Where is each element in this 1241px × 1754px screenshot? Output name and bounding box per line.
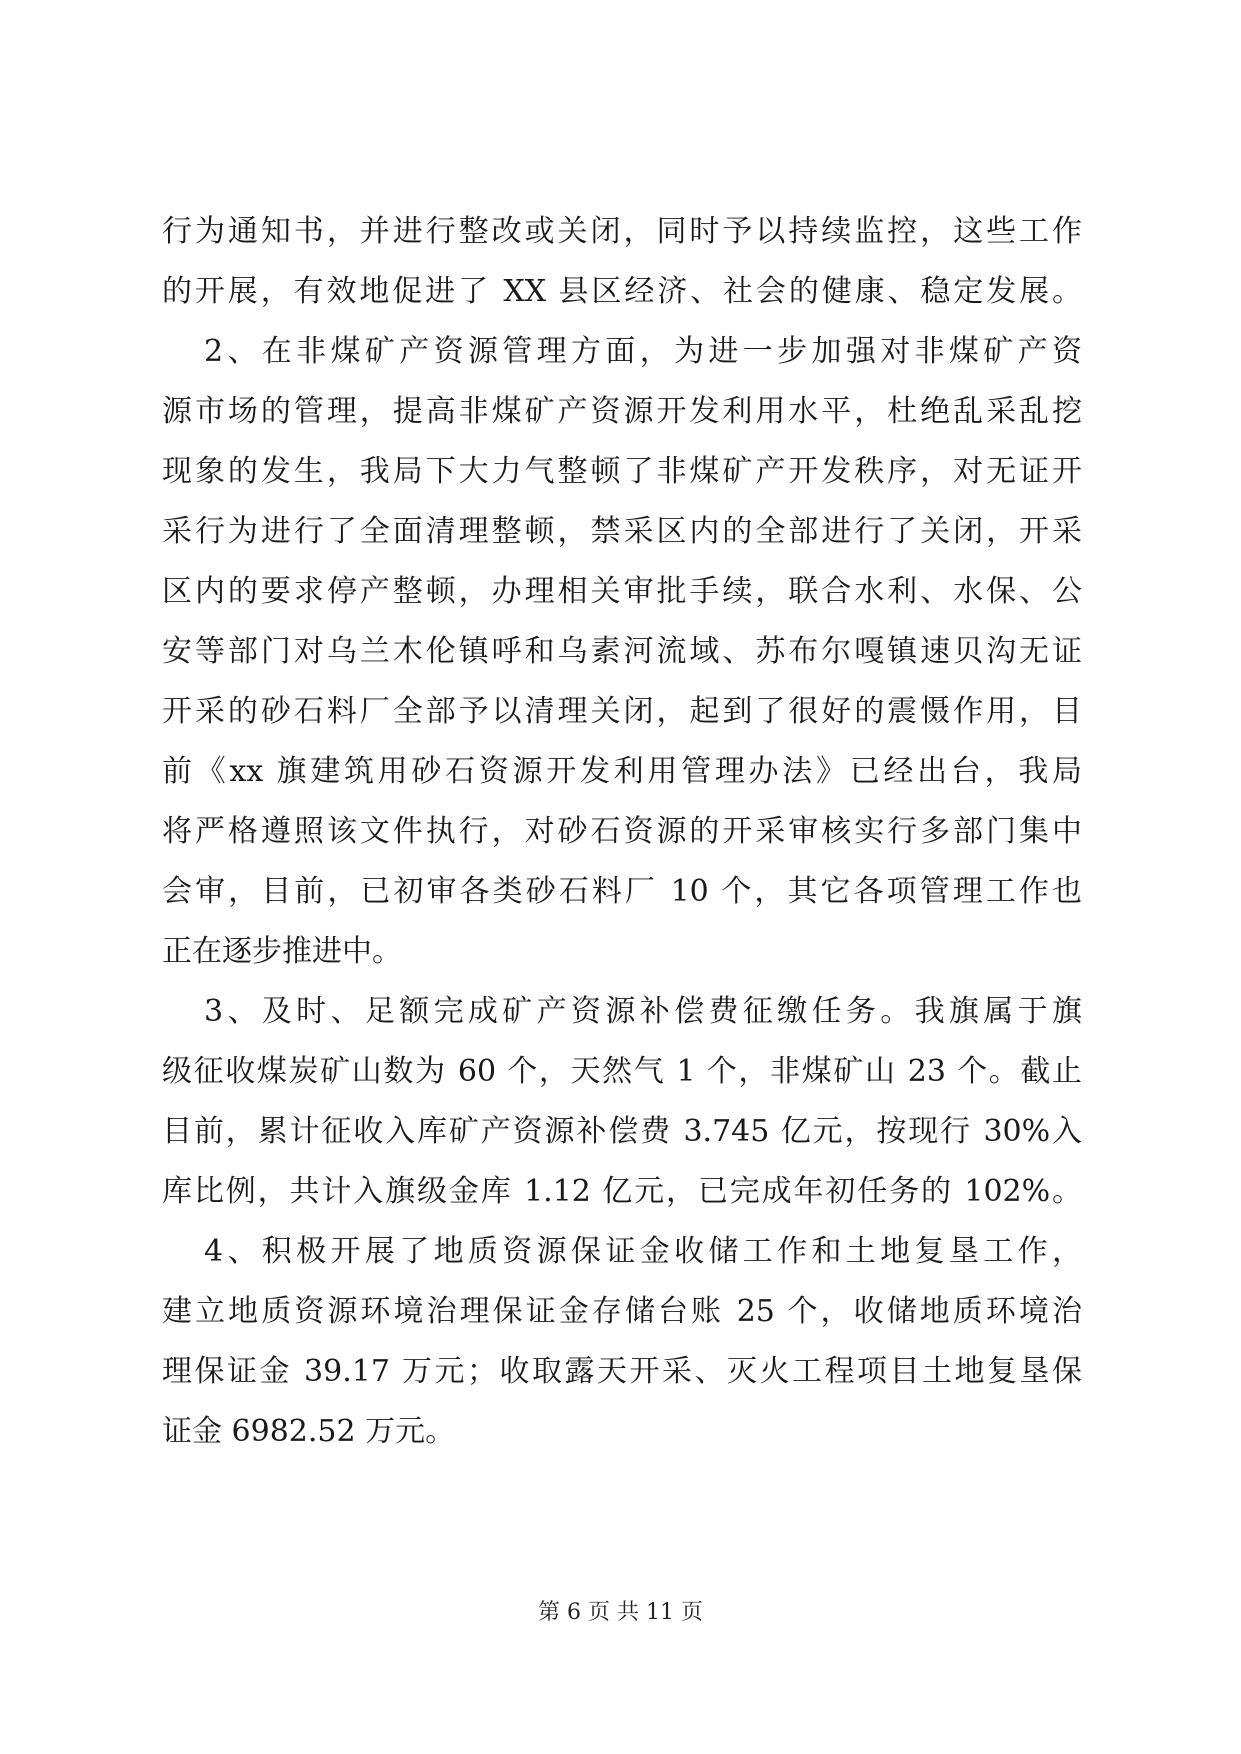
text-line: 前《xx 旗建筑用砂石资源开发利用管理办法》已经出台，我局: [162, 754, 1082, 789]
text-line: 正在逐步推进中。: [162, 934, 402, 969]
paragraph-first-line: 4、积极开展了地质资源保证金收储工作和土地复垦工作，: [204, 1234, 1082, 1269]
text-line: 现象的发生，我局下大力气整顿了非煤矿产开发秩序，对无证开: [162, 454, 1082, 489]
text-line: 会审，目前，已初审各类砂石料厂 10 个，其它各项管理工作也: [162, 874, 1082, 909]
text-line: 目前，累计征收入库矿产资源补偿费 3.745 亿元，按现行 30%入: [162, 1114, 1082, 1149]
text-line: 的开展，有效地促进了 XX 县区经济、社会的健康、稳定发展。: [162, 274, 1082, 309]
text-line: 安等部门对乌兰木伦镇呼和乌素河流域、苏布尔嘎镇速贝沟无证: [162, 634, 1082, 669]
text-line: 库比例，共计入旗级金库 1.12 亿元，已完成年初任务的 102%。: [162, 1174, 1082, 1209]
text-line: 开采的砂石料厂全部予以清理关闭，起到了很好的震慑作用，目: [162, 694, 1082, 729]
text-line: 理保证金 39.17 万元；收取露天开采、灭火工程项目土地复垦保: [162, 1354, 1082, 1389]
text-line: 级征收煤炭矿山数为 60 个，天然气 1 个，非煤矿山 23 个。截止: [162, 1054, 1082, 1089]
text-line: 源市场的管理，提高非煤矿产资源开发利用水平，杜绝乱采乱挖: [162, 394, 1082, 429]
text-line: 证金 6982.52 万元。: [162, 1414, 456, 1449]
text-line: 采行为进行了全面清理整顿，禁采区内的全部进行了关闭，开采: [162, 514, 1082, 549]
page-number-footer: 第 6 页 共 11 页: [538, 1600, 703, 1625]
text-line: 行为通知书，并进行整改或关闭，同时予以持续监控，这些工作: [162, 214, 1082, 249]
paragraph-first-line: 2、在非煤矿产资源管理方面，为进一步加强对非煤矿产资: [204, 334, 1082, 369]
paragraph-first-line: 3、及时、足额完成矿产资源补偿费征缴任务。我旗属于旗: [204, 994, 1082, 1029]
text-line: 区内的要求停产整顿，办理相关审批手续，联合水利、水保、公: [162, 574, 1082, 609]
text-line: 建立地质资源环境治理保证金存储台账 25 个，收储地质环境治: [162, 1294, 1082, 1329]
text-line: 将严格遵照该文件执行，对砂石资源的开采审核实行多部门集中: [162, 814, 1082, 849]
